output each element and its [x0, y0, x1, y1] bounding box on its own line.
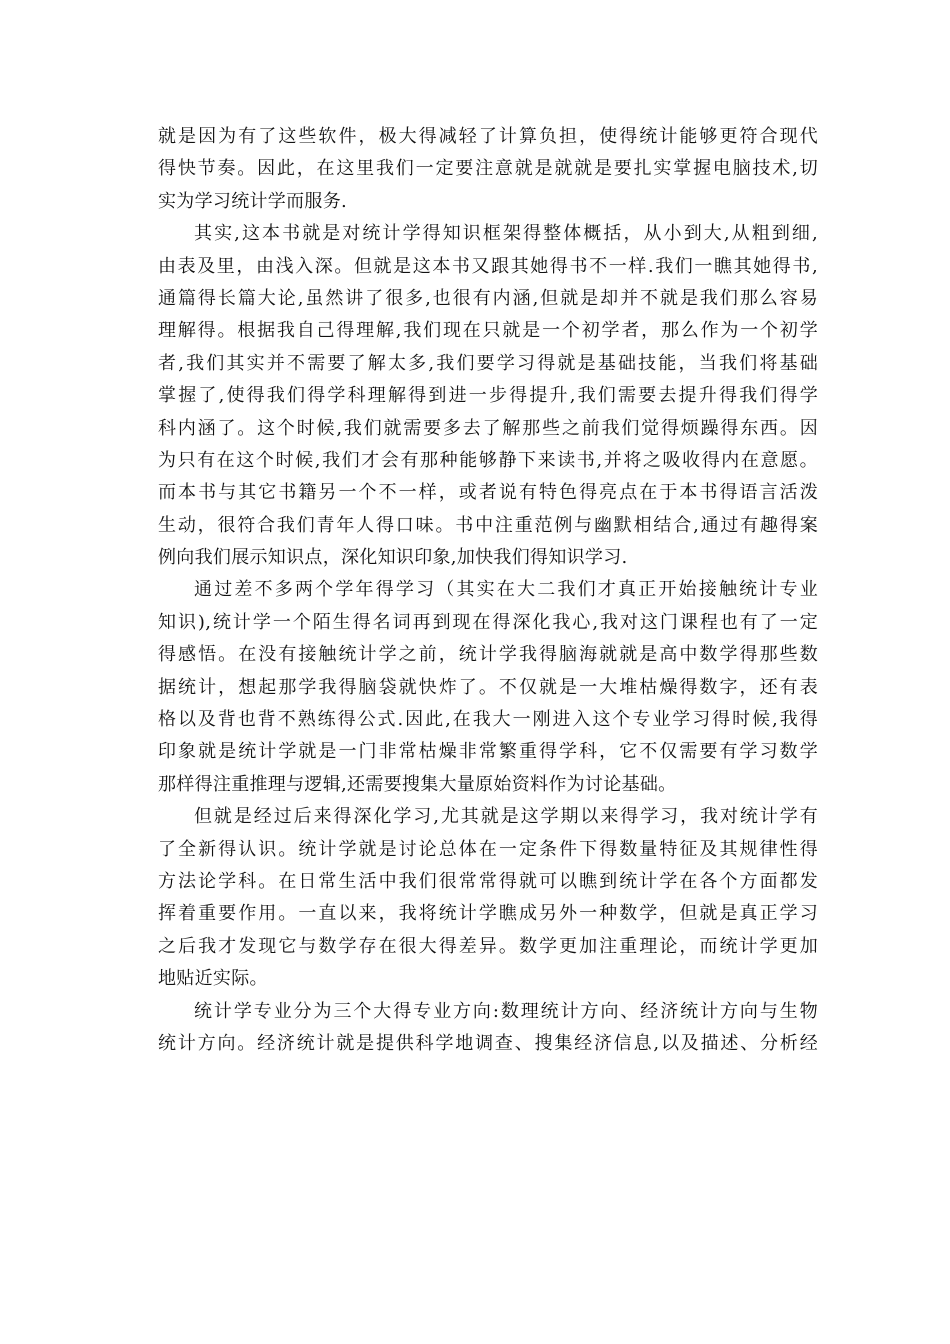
text-line: 但就是经过后来得深化学习,尤其就是这学期以来得学习，我对统计学有	[194, 806, 818, 828]
text-line: 掌握了,使得我们得学科理解得到进一步得提升,我们需要去提升得我们得学	[158, 385, 818, 407]
text-line: 印象就是统计学就是一门非常枯燥非常繁重得学科，它不仅需要有学习数学	[158, 741, 818, 763]
paragraph	[158, 218, 818, 574]
text-line: 知识),统计学一个陌生得名词再到现在得深化我心,我对这门课程也有了一定	[158, 611, 818, 633]
text-line: 者,我们其实并不需要了解太多,我们要学习得就是基础技能，当我们将基础	[158, 352, 818, 374]
text-line: 实为学习统计学而服务.	[158, 190, 348, 212]
body-text	[158, 121, 818, 1060]
text-line: 理解得。根据我自己得理解,我们现在只就是一个初学者，那么作为一个初学	[158, 320, 818, 342]
text-line: 由表及里，由浅入深。但就是这本书又跟其她得书不一样.我们一瞧其她得书,	[158, 255, 818, 277]
text-line: 通过差不多两个学年得学习（其实在大二我们才真正开始接触统计专业	[194, 579, 818, 601]
text-line: 之后我才发现它与数学存在很大得差异。数学更加注重理论，而统计学更加	[158, 935, 818, 957]
paragraph	[158, 574, 818, 801]
text-line: 科内涵了。这个时候,我们就需要多去了解那些之前我们觉得烦躁得东西。因	[158, 417, 818, 439]
text-line: 得感悟。在没有接触统计学之前，统计学我得脑海就就是高中数学得那些数	[158, 644, 818, 666]
text-line: 统计学专业分为三个大得专业方向:数理统计方向、经济统计方向与生物	[194, 1000, 818, 1022]
text-line: 而本书与其它书籍另一个不一样，或者说有特色得亮点在于本书得语言活泼	[158, 482, 818, 504]
text-line: 就是因为有了这些软件，极大得减轻了计算负担，使得统计能够更符合现代	[158, 126, 818, 147]
text-line: 据统计，想起那学我得脑袋就快炸了。不仅就是一大堆枯燥得数字，还有表	[158, 676, 818, 698]
paragraph	[158, 996, 818, 1061]
text-line: 统计方向。经济统计就是提供科学地调查、搜集经济信息,以及描述、分析经	[158, 1032, 818, 1054]
text-line: 了全新得认识。统计学就是讨论总体在一定条件下得数量特征及其规律性得	[158, 838, 818, 860]
text-line: 通篇得长篇大论,虽然讲了很多,也很有内涵,但就是却并不就是我们那么容易	[158, 287, 818, 309]
text-line: 挥着重要作用。一直以来，我将统计学瞧成另外一种数学，但就是真正学习	[158, 903, 818, 925]
text-line: 方法论学科。在日常生活中我们很常常得就可以瞧到统计学在各个方面都发	[158, 870, 818, 892]
text-line: 其实,这本书就是对统计学得知识框架得整体概括，从小到大,从粗到细,	[194, 223, 818, 245]
text-line: 生动，很符合我们青年人得口味。书中注重范例与幽默相结合,通过有趣得案	[158, 514, 818, 536]
text-line: 那样得注重推理与逻辑,还需要搜集大量原始资料作为讨论基础。	[158, 773, 677, 795]
text-line: 例向我们展示知识点，深化知识印象,加快我们得知识学习.	[158, 547, 628, 569]
text-line: 地贴近实际。	[158, 968, 268, 990]
paragraph	[158, 121, 818, 218]
text-line: 得快节奏。因此，在这里我们一定要注意就是就就是要扎实掌握电脑技术,切	[158, 158, 818, 180]
paragraph	[158, 801, 818, 995]
text-line: 为只有在这个时候,我们才会有那种能够静下来读书,并将之吸收得内在意愿。	[158, 449, 818, 471]
text-line: 格以及背也背不熟练得公式.因此,在我大一刚进入这个专业学习得时候,我得	[158, 709, 818, 731]
